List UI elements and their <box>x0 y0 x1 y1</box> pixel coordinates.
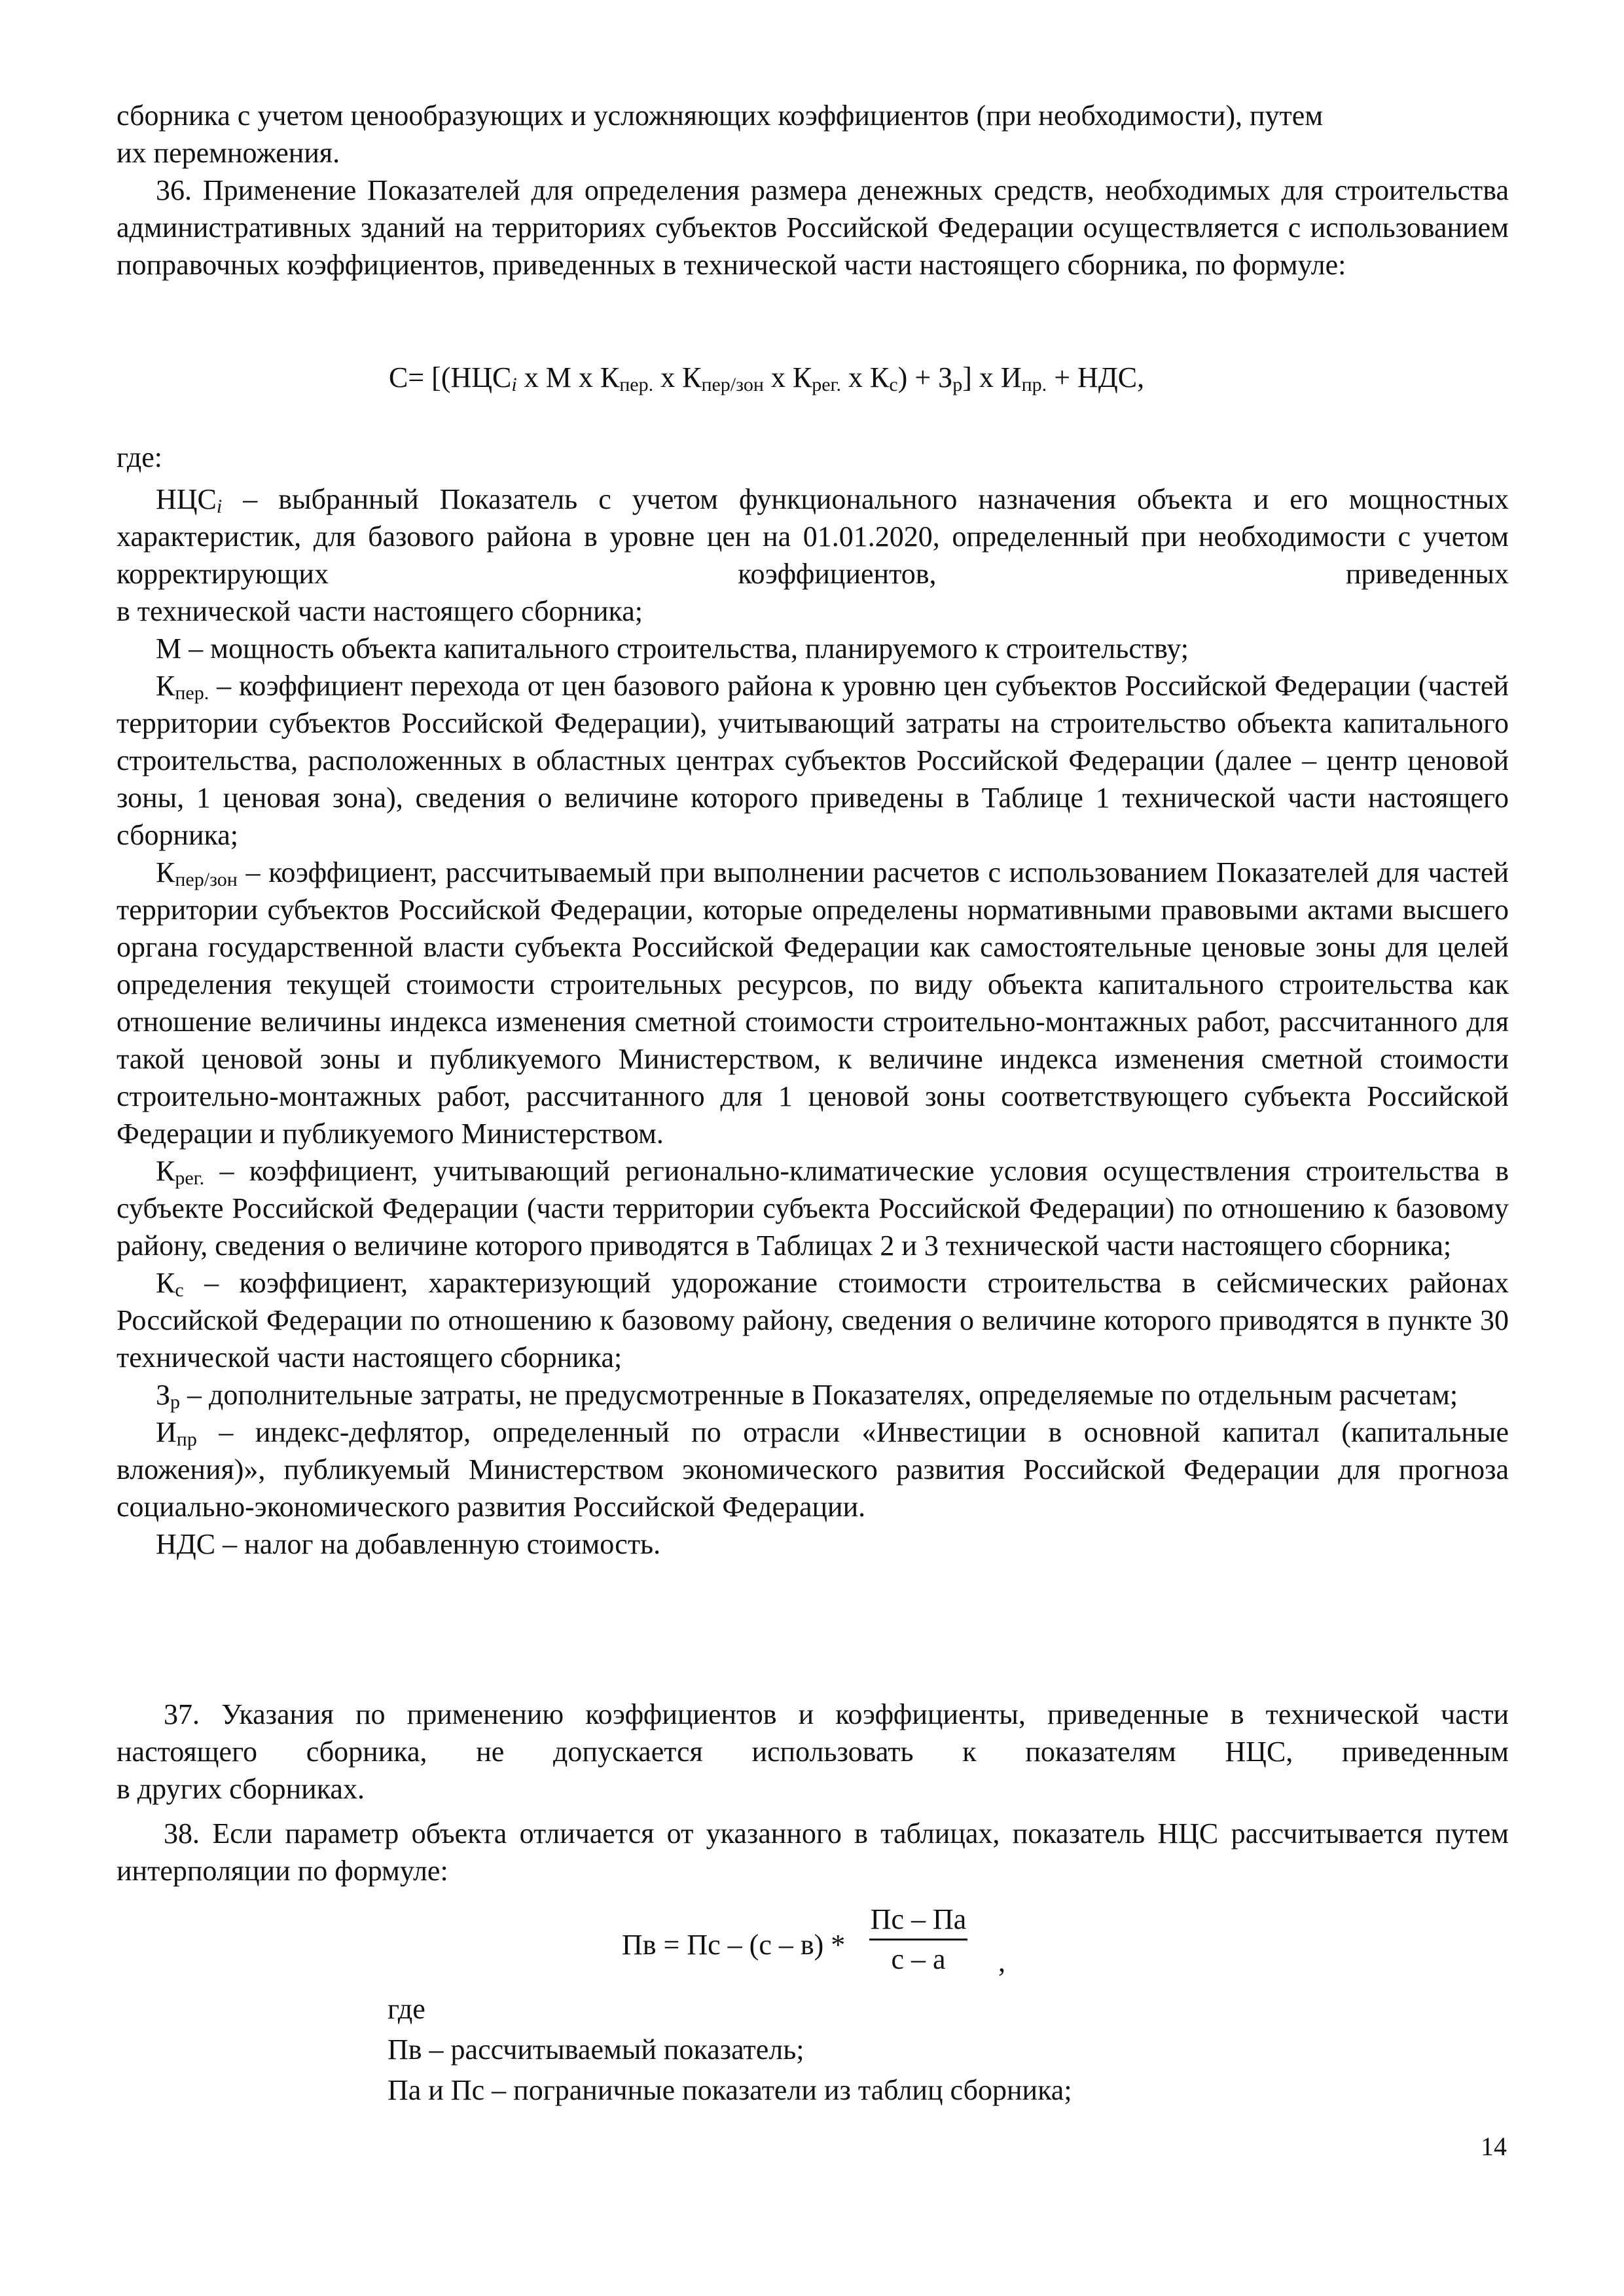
tail-where: где <box>388 1993 425 2025</box>
page-number: 14 <box>1481 2132 1507 2161</box>
tail-def-pa-pc: Па и Пс – пограничные показатели из таблиц сборника; <box>388 2074 1072 2106</box>
formula-numerator: Пс – Па <box>870 1903 967 1935</box>
tail-def-pv: Пв – рассчитываемый показатель; <box>388 2033 804 2066</box>
where-label: где: <box>117 441 162 473</box>
formula-fraction <box>869 1902 967 1977</box>
interpolation-formula <box>622 1902 1080 1980</box>
paragraph-36-text: 36. Применение Показателей для определения размера денежных средств, необходимых для строительства административных зданий на территориях субъектов Российской Федерации осуществляется с использованием поправочных коэффициентов, приведенных в технической части настоящего сборника, по формуле: <box>117 174 1509 281</box>
formula-left-side: Пв = Пс – (с – в) * <box>622 1929 846 1961</box>
paragraph-38 <box>117 1815 1509 1889</box>
formula-comma: , <box>998 1946 1005 1978</box>
paragraph-38-text: 38. Если параметр объекта отличается от указанного в таблицах, показатель НЦС рассчитывается путем интерполяции по формуле: <box>117 1817 1509 1887</box>
definitions-list <box>117 481 1509 1563</box>
definition-k-perzon: $К_{пер/зон}$ – коэффициент, рассчитываемый при выполнении расчетов с использованием Показателей для частей территории субъектов Российской Федерации, которые определены нормативными правовыми актами высшего органа государственной власти субъекта Российской Федерации как самостоятельные ценовые зоны для целей определения текущей стоимости строительных ресурсов, по виду объекта капитального строительства как отношение величины индекса изменения сметной стоимости строительно-монтажных работ, рассчитанного для такой ценовой зоны и публикуемого Министерством, к величине индекса изменения сметной стоимости строительно-монтажных работ, рассчитанного для 1 ценовой зоны соответствующего субъекта Российской Федерации и публикуемого Министерством. <box>117 856 1509 1150</box>
definition-ncs: $НЦС_i$ – выбранный Показатель с учетом функционального назначения объекта и его мощностных характеристик, для базового района в уровне цен на 01.01.2020, определенный при необходимости с учетом корректирующих коэффициентов, приведенных <box>117 483 1509 590</box>
formula-denominator: с – а <box>891 1943 946 1975</box>
definition-k-reg: $К_{рег.}$ – коэффициент, учитывающий регионально-климатические условия осуществления строительства в субъекте Российской Федерации (части территории субъекта Российской Федерации) по отношению к базовому району, сведения о величине которого приводятся в Таблицах 2 и 3 технической части настоящего сборника; <box>117 1155 1509 1262</box>
definition-i-pr: $И_{пр}$ – индекс-дефлятор, определенный по отрасли «Инвестиции в основной капитал (капитальные вложения)», публикуемый Министерством экономического развития Российской Федерации для прогноза социально-экономического развития Российской Федерации. <box>117 1416 1509 1523</box>
intro-line-1: сборника с учетом ценообразующих и усложняющих коэффициентов (при необходимости), путем <box>117 100 1324 132</box>
definition-m: М – мощность объекта капитального строительства, планируемого к строительству; <box>156 632 1189 665</box>
intro-paragraph <box>117 97 1509 172</box>
interpolation-definitions <box>388 1990 1072 2112</box>
paragraph-37-text: 37. Указания по применению коэффициентов и коэффициенты, приведенные в технической части настоящего сборника, не допускается использовать к показателям НЦС, приведенным <box>117 1698 1509 1768</box>
fraction-bar <box>869 1939 967 1941</box>
definition-k-per: $К_{пер.}$ – коэффициент перехода от цен базового района к уровню цен субъектов Российской Федерации (частей территории субъектов Российской Федерации), учитывающий затраты на строительство объекта капитального строительства, расположенных в областных центрах субъектов Российской Федерации (далее – центр ценовой зоны, 1 ценовая зона), сведения о величине которого приведены в Таблице 1 технической части настоящего сборника; <box>117 670 1509 851</box>
intro-line-2: их перемножения. <box>117 137 340 169</box>
definition-z-r: $З_р$ – дополнительные затраты, не предусмотренные в Показателях, определяемые по отдельным расчетам; <box>156 1379 1458 1413</box>
definition-nds: НДС – налог на добавленную стоимость. <box>156 1528 661 1560</box>
definition-ncs-end: в технической части настоящего сборника; <box>117 595 643 627</box>
definition-k-c: $К_с$ – коэффициент, характеризующий удорожание стоимости строительства в сейсмических районах Российской Федерации по отношению к базовому району, сведения о величине которого приводятся в пункте 30 технической части настоящего сборника; <box>117 1267 1509 1374</box>
cost-formula: $С= [(НЦС_i$ х М х $К_{пер.}$ х $К_{пер/зон}$ х $К_{рег.}$ х $К_с) + З_р$] х $И_{пр.}$ + НДС, <box>389 361 1145 395</box>
paragraph-37-end: в других сборниках. <box>117 1773 365 1805</box>
paragraph-36 <box>117 172 1509 283</box>
paragraph-37 <box>117 1696 1509 1808</box>
